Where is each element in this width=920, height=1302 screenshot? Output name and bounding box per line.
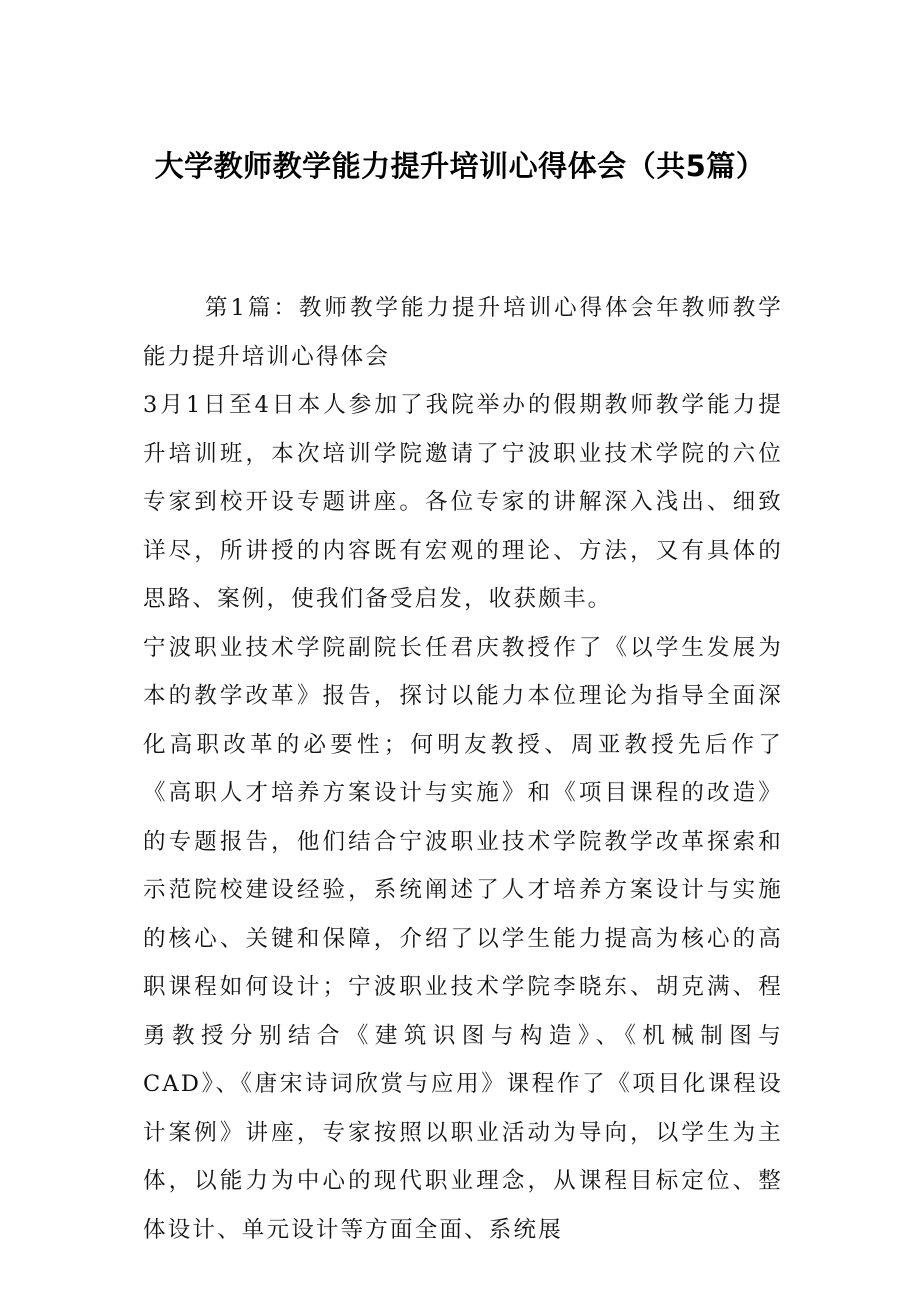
- paragraph: 宁波职业技术学院副院长任君庆教授作了《以学生发展为本的教学改革》报告，探讨以能力本位理论为指导全面深化高职改革的必要性；何明友教授、周亚教授先后作了《高职人才培养方案设计与实施》和《项目课程的改造》的专题报告，他们结合宁波职业技术学院教学改革探索和示范院校建设经验，系统阐述了人才培养方案设计与实施的核心、关键和保障，介绍了以学生能力提高为核心的高职课程如何设计；宁波职业技术学院李晓东、胡克满、程勇教授分别结合《建筑识图与构造》、《机械制图与CAD》、《唐宋诗词欣赏与应用》课程作了《项目化课程设计案例》讲座，专家按照以职业活动为导向，以学生为主体，以能力为中心的现代职业理念，从课程目标定位、整体设计、单元设计等方面全面、系统展: [143, 634, 783, 1243]
- document-body: [143, 284, 783, 1254]
- paragraph: 3月1日至4日本人参加了我院举办的假期教师教学能力提升培训班，本次培训学院邀请了宁波职业技术学院的六位专家到校开设专题讲座。各位专家的讲解深入浅出、细致详尽，所讲授的内容既有宏观的理论、方法，又有具体的思路、案例，使我们备受启发，收获颇丰。: [143, 392, 783, 612]
- paragraph-heading: 第1篇：教师教学能力提升培训心得体会年教师教学能力提升培训心得体会: [143, 295, 783, 370]
- document-title: 大学教师教学能力提升培训心得体会（共5篇）: [154, 149, 766, 183]
